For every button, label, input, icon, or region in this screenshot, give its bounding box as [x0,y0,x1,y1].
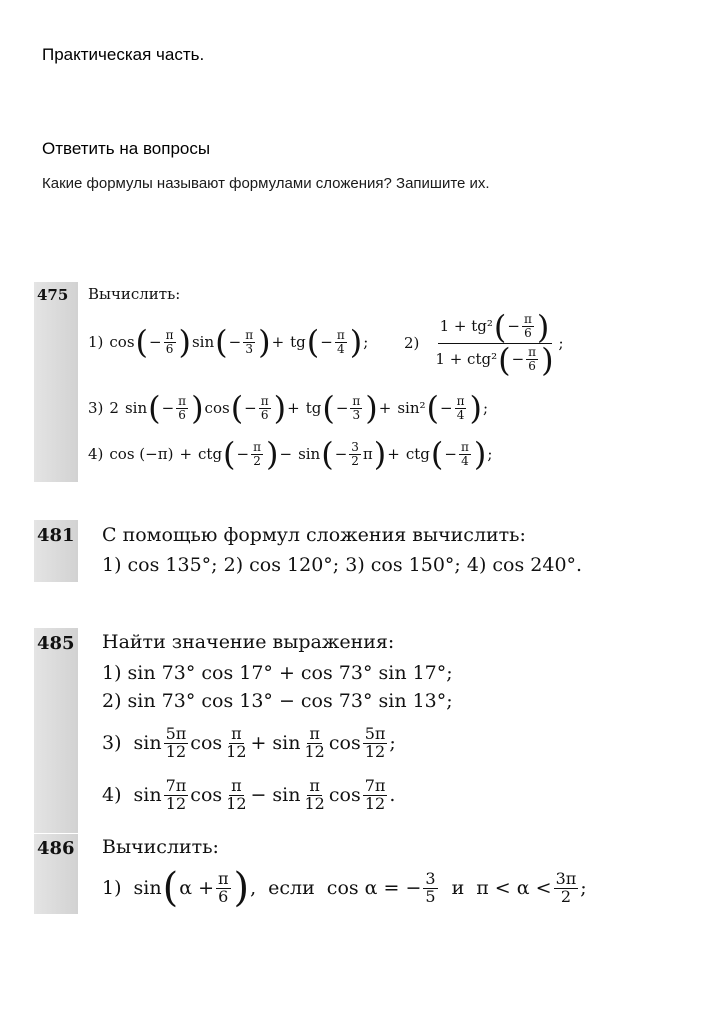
fn-sin: sin [133,877,162,899]
paren-close: ) [258,323,271,361]
item-label: 3) [88,399,104,417]
expr-475-2 [404,300,564,386]
fn-ctg: ctg [198,445,223,463]
problem-title: Найти значение выражения: [102,631,395,653]
fraction: $\frac{5\pi}{12}$ [165,723,187,761]
item-label: 3) [102,732,122,754]
problem-title: Вычислить: [88,285,181,303]
expr-485-3: 3) sin $\frac{5\pi}{12}$ cos $\frac{\pi}{12}$ + sin $\frac{\pi}{12}$ cos $\frac{5\pi}{12}$ ; [102,723,396,761]
paren-open: ( [215,323,228,361]
fraction: $\frac{3}{5}$ [425,868,436,906]
fn-ctg: ctg [405,445,430,463]
section-subheading: Ответить на вопросы [42,139,211,158]
fn-sin: sin [272,784,301,806]
expr-485-1: 1) sin 73° cos 17° + cos 73° sin 17°; [102,662,453,684]
denominator-text: 1 + ctg² [435,349,498,368]
expr-485-2: 2) sin 73° cos 13° − cos 73° sin 13°; [102,690,453,712]
fn-cos: cos [328,732,361,754]
item-label: 1) [88,333,104,351]
problem-number: 485 [34,628,78,833]
fn-cos: cos [190,732,223,754]
fn-cos: cos [204,399,230,417]
problem-number: 486 [34,834,78,914]
fraction: $\frac{\pi}{4}$ [456,393,465,422]
fn-cos: cos [328,784,361,806]
fraction: $\frac{\pi}{12}$ [226,775,247,813]
fraction: $\frac{3\pi}{2}$ [555,868,577,906]
big-fraction: 1 + tg² ( − $\frac{\pi}{6}$ ) 1 + ctg² ( − $\frac{\pi}{6}$ ) [435,307,554,379]
fraction: $\frac{\pi}{3}$ [245,327,254,356]
item-label: 1) [102,877,122,899]
fraction: $\frac{3}{2}$ [351,439,359,468]
expr-475-4: 4) cos (−π) + ctg ( − $\frac{\pi}{2}$ ) − sin ( − $\frac{3}{2}$ π ) + ctg ( − $\frac{\pi}{4}$ ) ; [88,435,493,473]
fraction: $\frac{\pi}{3}$ [352,393,361,422]
fn-tg: tg [290,333,306,351]
fn-sin: sin [133,784,162,806]
paren-close: ) [349,323,363,361]
fn-sin: sin [133,732,162,754]
fraction: $\frac{7\pi}{12}$ [364,775,386,813]
paren-close: ) [541,340,554,379]
paren-close: ) [536,307,550,346]
fn-sin-squared: sin² [397,399,426,417]
fraction: $\frac{\pi}{4}$ [336,327,345,356]
fraction: $\frac{\pi}{2}$ [253,439,261,468]
fn-sin: sin [272,732,301,754]
fn-cos: cos [109,333,135,351]
problem-number: 475 [34,282,78,482]
paren-open: ( [493,307,507,346]
fraction: $\frac{\pi}{6}$ [178,393,187,422]
fraction: $\frac{5\pi}{12}$ [364,723,386,761]
expr-486-1: 1) sin ( α + $\frac{\pi}{6}$ ) , если cos α = − $\frac{3}{5}$ и π < α < $\frac{3\pi}{2}$ ; [102,865,587,911]
expr-475-1 [88,318,368,366]
fn-sin: sin [124,399,148,417]
problem-title: Вычислить: [102,836,219,858]
fn-cos: cos (−π) [109,445,174,463]
fraction: $\frac{\pi}{6}$ [165,327,174,356]
fn-sin: sin [298,445,321,463]
fraction: $\frac{\pi}{12}$ [226,723,247,761]
fraction: $\frac{\pi}{12}$ [304,723,325,761]
paren-open: ( [498,340,511,379]
expr-481-items: 1) cos 135°; 2) cos 120°; 3) cos 150°; 4) cos 240°. [102,554,583,576]
fn-cos: cos [190,784,223,806]
problem-number: 481 [34,520,78,582]
punctuation: ; [558,334,564,352]
item-label: 4) [88,445,104,463]
minus-sign: − [320,333,333,351]
fn-sin: sin [191,333,215,351]
fraction: $\frac{\pi}{6}$ [260,393,269,422]
punctuation: ; [363,333,369,351]
fraction: $\frac{7\pi}{12}$ [165,775,187,813]
minus-sign: − [228,333,242,351]
minus-sign: − [149,333,162,351]
item-label: 4) [102,784,122,806]
expr-475-3: 3) 2 sin ( − $\frac{\pi}{6}$ ) cos ( − $\frac{\pi}{6}$ ) + tg ( − $\frac{\pi}{3}$ ) + sin² ( − $\frac{\pi}{4}$ ) ; [88,389,489,427]
paren-close: ) [178,323,191,361]
page-heading: Практическая часть. [42,45,205,64]
fraction: $\frac{\pi}{6}$ [218,868,229,906]
paren-open: ( [135,323,149,361]
problem-title: С помощью формул сложения вычислить: [102,524,526,546]
numerator-text: 1 + tg² [439,316,493,335]
fraction: $\frac{\pi}{12}$ [304,775,325,813]
plus-sign: + [271,333,285,351]
fraction: $\frac{\pi}{4}$ [460,439,469,468]
fn-tg: tg [305,399,322,417]
expr-485-4: 4) sin $\frac{7\pi}{12}$ cos $\frac{\pi}{12}$ − sin $\frac{\pi}{12}$ cos $\frac{7\pi}{12}$ . [102,775,396,813]
paren-open: ( [306,323,320,361]
item-label: 2) [404,334,420,352]
question-text: Какие формулы называют формулами сложения? Запишите их. [42,175,490,192]
